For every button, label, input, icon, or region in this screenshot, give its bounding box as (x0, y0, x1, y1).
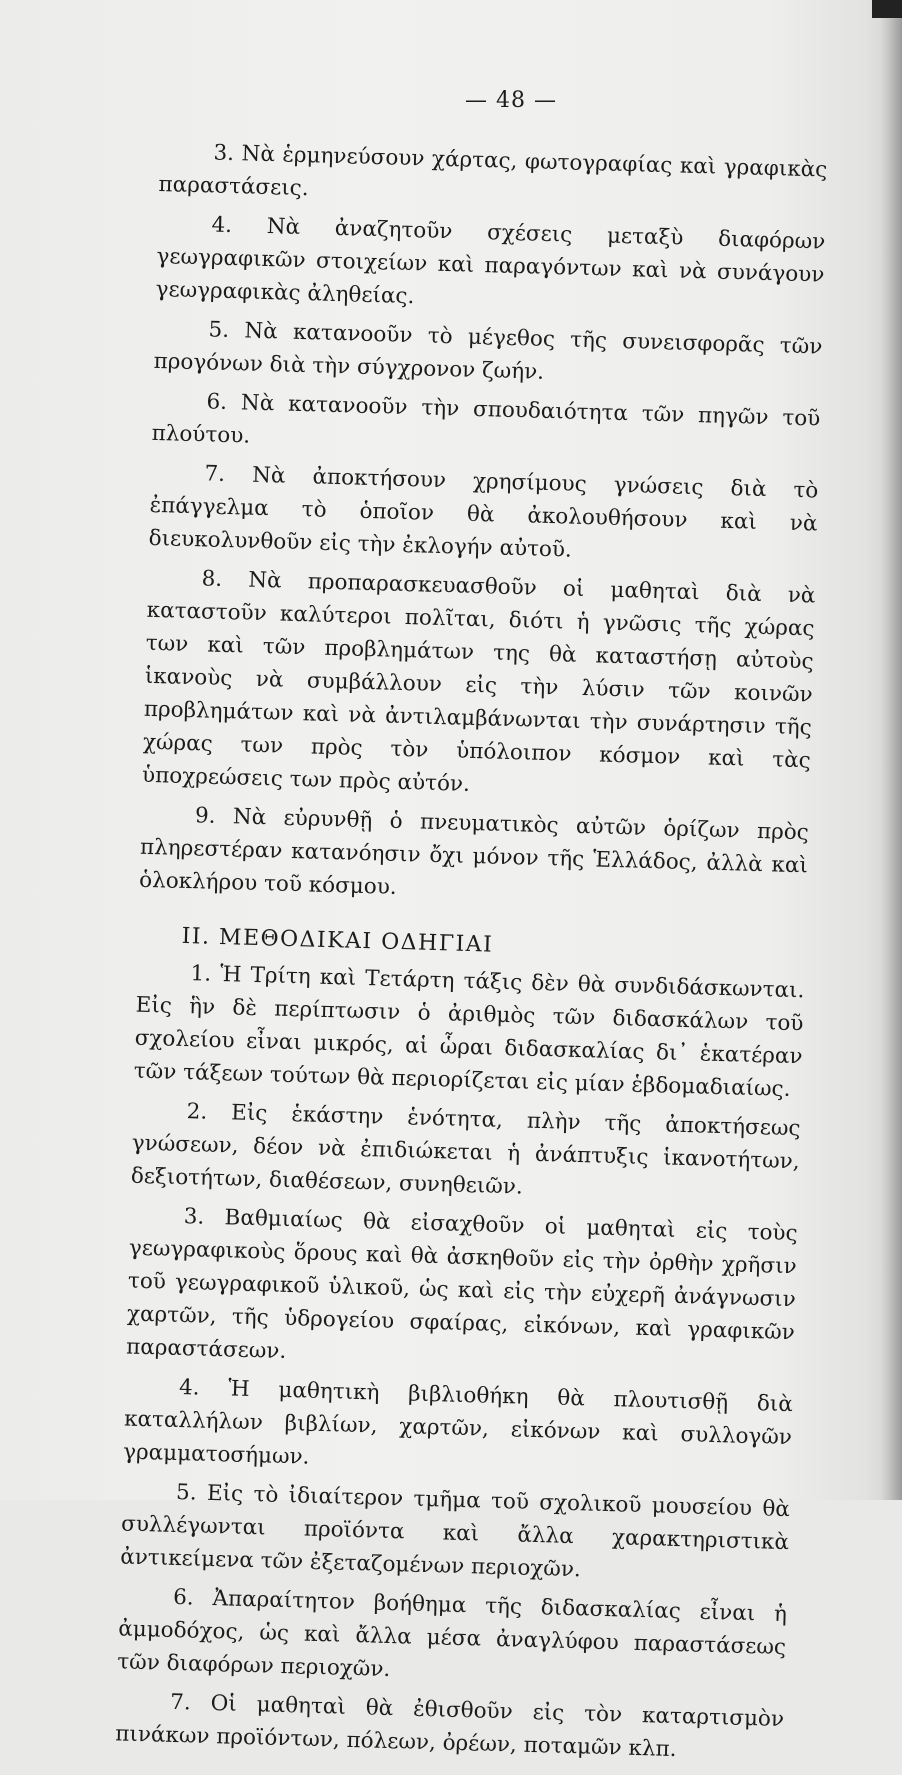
item-number: 3. (213, 140, 235, 167)
list-item (117, 1579, 788, 1697)
list-item (120, 1474, 791, 1592)
item-text: Βαθμιαίως θὰ εἰσαχθοῦν οἱ μαθηταὶ εἰς τοὺς γεωγραφικοὺς ὅρους καὶ θὰ ἀσκηθοῦν εἰς τὴν ὀρθὴν χρῆσιν τοῦ γεωγραφικοῦ ὑλικοῦ, ὡς καὶ εἰς τὴν εὐχερῆ ἀνάγνωσιν χαρτῶν, τῆς ὑδρογείου σφαίρας, εἰκόνων, καὶ γραφικῶν παραστάσεων. (125, 1205, 798, 1364)
item-text: Ἡ Τρίτη καὶ Τετάρτη τάξις δὲν θὰ συνδιδάσκωνται. Εἰς ἣν δὲ περίπτωσιν ὁ ἀριθμὸς τῶν διδασκάλων τοῦ σχολείου εἶναι μικρός, αἱ ὧραι διδασκαλίας δι᾽ ἑκατέραν τῶν τάξεων τούτων θὰ περιορίζεται εἰς μίαν ἑβδομαδιαίως. (133, 962, 805, 1102)
item-number: 7. (169, 1689, 192, 1716)
item-number: 6. (172, 1584, 195, 1611)
item-text: Εἰς τὸ ἰδιαίτερον τμῆμα τοῦ σχολικοῦ μουσείου θὰ συλλέγωνται προϊόντα καὶ ἄλλα χαρακτηριστικὰ ἀντικείμενα τῶν ἐξεταζομένων περιοχῶν. (119, 1480, 791, 1583)
list-item (115, 1684, 785, 1769)
list-item (158, 135, 828, 220)
list-item (126, 1199, 798, 1383)
section-heading: II. ΜΕΘΟΔΙΚΑΙ ΟΔΗΓΙΑΙ (181, 923, 494, 958)
item-number: 8. (201, 566, 223, 592)
item-text: Νὰ κατανοοῦν τὴν σπουδαιότητα τῶν πηγῶν τοῦ πλούτου. (151, 390, 821, 449)
item-text: Νὰ ἀναζητοῦν σχέσεις μεταξὺ διαφόρων γεωγραφικῶν στοιχείων καὶ παραγόντων καὶ νὰ συνάγουν γεωγραφικὰς ἀληθείας. (155, 214, 826, 310)
page-edge-shadow (880, 0, 902, 1500)
item-number: 9. (194, 803, 216, 829)
list-item (133, 956, 804, 1107)
list-item (151, 384, 821, 469)
item-number: 4. (211, 212, 233, 239)
objectives-list (139, 135, 828, 915)
list-item (153, 312, 823, 397)
item-text: Εἰς ἑκάστην ἑνότητα, πλὴν τῆς ἀποκτήσεως γνώσεων, δέον νὰ ἐπιδιώκεται ἡ ἀνάπτυξις ἱκανοτήτων, δεξιοτήτων, διαθέσεων, συνηθειῶν. (130, 1100, 801, 1200)
item-text: Νὰ ἀποκτήσουν χρησίμους γνώσεις διὰ τὸ ἐπάγγελμα τὸ ὁποῖον θὰ ἀκολουθήσουν καὶ νὰ διευκολυνθοῦν εἰς τὴν ἐκλογήν αὐτοῦ. (148, 462, 819, 563)
item-text: Ἀπαραίτητον βοήθημα τῆς διδασκαλίας εἶναι ἡ ἀμμοδόχος, ὡς καὶ ἄλλα μέσα ἀναγλύφου παραστάσεως τῶν διαφόρων περιοχῶν. (117, 1586, 788, 1683)
list-item (155, 207, 826, 325)
item-text: Νὰ προπαρασκευασθοῦν οἱ μαθηταὶ διὰ νὰ καταστοῦν καλύτεροι πολῖται, διότι ἡ γνῶσις τῆς χώρας των καὶ τῶν προβλημάτων της θὰ καταστήσῃ αὐτοὺς ἱκανοὺς νὰ συμβάλλουν εἰς τὴν λύσιν τῶν κοινῶν προβλημάτων καὶ νὰ ἀντιλαμβάνωνται τὴν συνάρτησιν τῆς χώρας των πρὸς τὸν ὑπόλοιπον κόσμον καὶ τὰς ὑποχρεώσεις των πρὸς αὐτόν. (141, 567, 816, 797)
item-text: Οἱ μαθηταὶ θὰ ἐθισθοῦν εἰς τὸν καταρτισμὸν πινάκων προϊόντων, πόλεων, ὀρέων, ποταμῶν κλπ. (114, 1691, 785, 1763)
scan-corner-mark (872, 0, 902, 18)
guidelines-list (115, 956, 805, 1769)
list-item (130, 1094, 801, 1212)
item-number: 3. (183, 1204, 205, 1230)
item-number: 4. (178, 1375, 200, 1401)
item-number: 2. (186, 1099, 208, 1125)
item-text: Νὰ εὐρυνθῇ ὁ πνευματικὸς αὐτῶν ὁρίζων πρὸς πληρεστέραν κατανόησιν ὄχι μόνον τῆς Ἑλλάδος, ἀλλὰ καὶ ὁλοκλήρου τοῦ κόσμου. (138, 804, 810, 900)
list-item (142, 561, 816, 811)
item-number: 1. (190, 961, 212, 987)
item-number: 6. (206, 389, 228, 415)
item-number: 7. (204, 461, 226, 487)
list-item (139, 798, 810, 916)
page-number: — 48 — (465, 88, 557, 113)
page-body (115, 135, 828, 1775)
item-text: Ἡ μαθητικὴ βιβλιοθήκη θὰ πλουτισθῇ διὰ καταλλήλων βιβλίων, χαρτῶν, εἰκόνων καὶ συλλογῶν γραμματοσήμων. (122, 1376, 794, 1470)
item-number: 5. (208, 317, 230, 344)
item-number: 5. (175, 1479, 197, 1506)
item-text: Νὰ κατανοοῦν τὸ μέγεθος τῆς συνεισφορᾶς τῶν προγόνων διὰ τὴν σύγχρονον ζωήν. (153, 318, 823, 385)
list-item (123, 1370, 794, 1488)
item-text: Νὰ ἑρμηνεύσουν χάρτας, φωτογραφίας καὶ γραφικὰς παραστάσεις. (158, 141, 828, 202)
list-item (148, 456, 819, 574)
